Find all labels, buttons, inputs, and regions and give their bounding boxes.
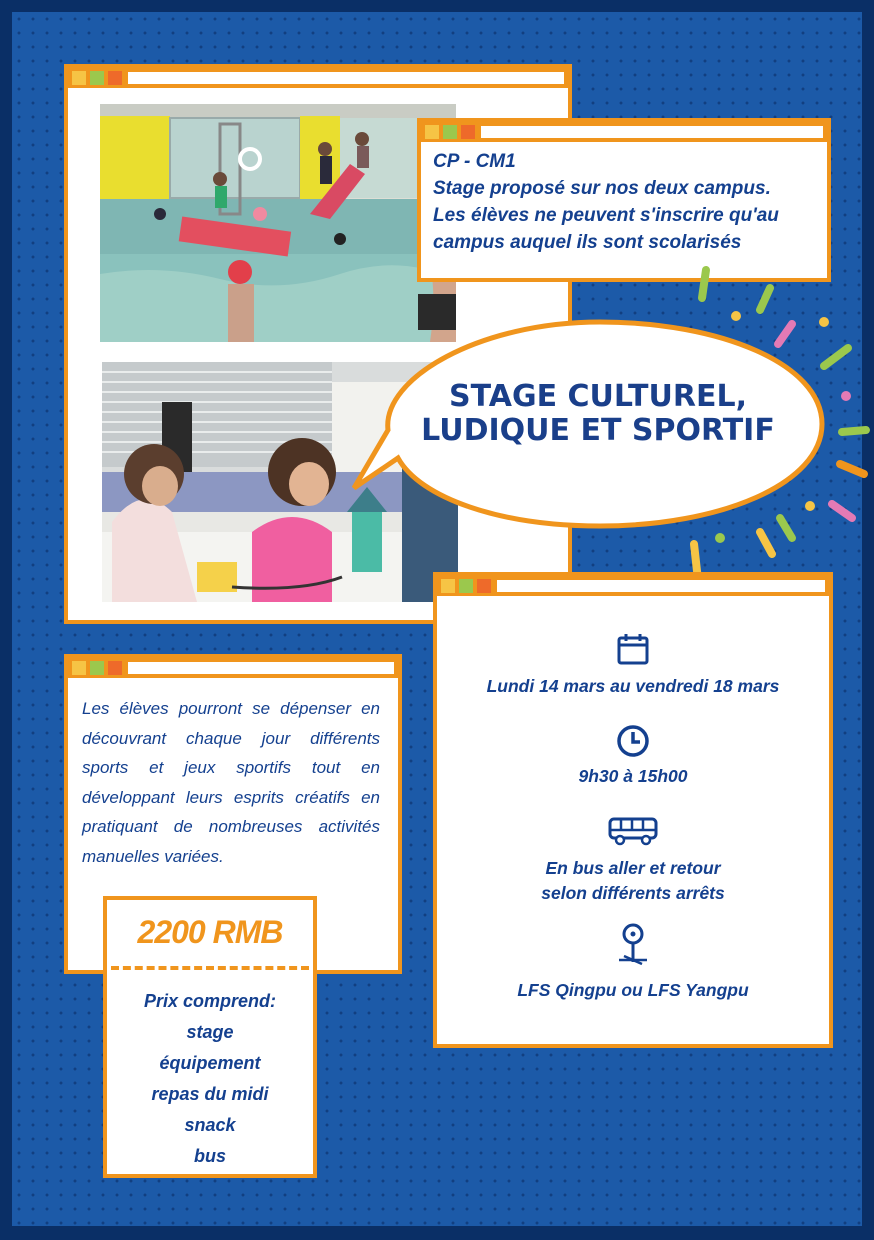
program-description: Les élèves pourront se dépenser en découvrant chaque jour différents sports et jeux sportifs tout en développant leurs esprits créatifs en pratiquant de nombreuses activités manuelles variées. bbox=[82, 699, 380, 866]
window-titlebar bbox=[421, 122, 827, 142]
location-text: LFS Qingpu ou LFS Yangpu bbox=[517, 980, 749, 1000]
campus-note-2: Les élèves ne peuvent s'inscrire qu'au bbox=[433, 205, 779, 226]
details-window bbox=[433, 572, 833, 1048]
list-item: équipement bbox=[159, 1053, 261, 1073]
campus-info-window bbox=[417, 118, 831, 282]
confetti-burst-decoration bbox=[680, 262, 874, 592]
transport-text: En bus aller et retour selon différents arrêts bbox=[541, 858, 725, 903]
includes-label: Prix comprend: bbox=[143, 991, 277, 1011]
list-item: bus bbox=[193, 1146, 226, 1166]
price-amount: 2200 RMB bbox=[137, 914, 283, 950]
price-divider bbox=[111, 966, 309, 970]
window-titlebar bbox=[437, 576, 829, 596]
dates-text: Lundi 14 mars au vendredi 18 mars bbox=[486, 676, 780, 696]
page-title: STAGE CULTUREL, LUDIQUE ET SPORTIF bbox=[421, 379, 775, 448]
bus-icon bbox=[608, 816, 658, 846]
window-titlebar bbox=[68, 68, 568, 88]
price-box bbox=[103, 896, 317, 1178]
clock-icon bbox=[616, 724, 650, 758]
list-item: snack bbox=[184, 1115, 236, 1135]
list-item: repas du midi bbox=[151, 1084, 269, 1104]
calendar-icon bbox=[616, 632, 650, 666]
pool-photo bbox=[100, 104, 456, 342]
grade-levels: CP - CM1 bbox=[433, 151, 516, 172]
price-includes-list bbox=[107, 986, 313, 1172]
campus-note-3: campus auquel ils sont scolarisés bbox=[433, 232, 742, 253]
window-titlebar bbox=[68, 658, 398, 678]
campus-info-text bbox=[433, 148, 823, 256]
location-pin-icon bbox=[616, 922, 650, 968]
hours-text: 9h30 à 15h00 bbox=[578, 766, 688, 786]
campus-note-1: Stage proposé sur nos deux campus. bbox=[433, 178, 771, 199]
list-item: stage bbox=[186, 1022, 234, 1042]
